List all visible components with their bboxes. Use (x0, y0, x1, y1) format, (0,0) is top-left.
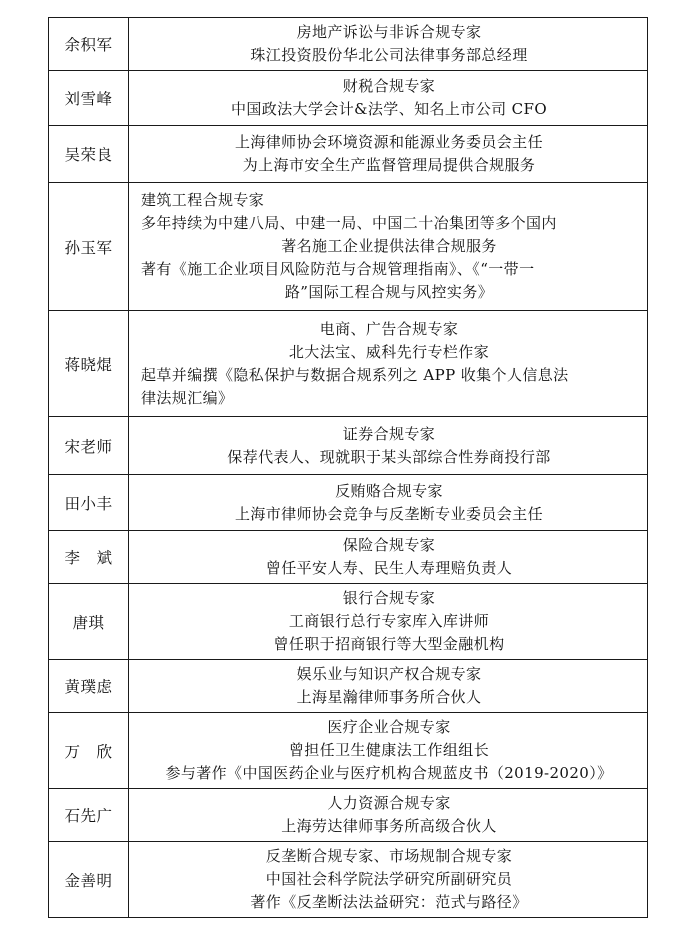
expert-description (129, 475, 648, 531)
description-line: 为上海市安全生产监督管理局提供合规服务 (242, 156, 536, 174)
description-line: 参与著作《中国医药企业与医疗机构合规蓝皮书（2019-2020）》 (165, 764, 613, 782)
expert-name: 万 欣 (49, 713, 129, 789)
expert-name: 宋老师 (49, 417, 129, 475)
expert-name: 余积军 (49, 18, 129, 71)
expert-description (129, 71, 648, 126)
description-line: 上海律师协会环境资源和能源业务委员会主任 (234, 133, 543, 151)
expert-name: 石先广 (49, 789, 129, 842)
table-row (49, 660, 648, 713)
description-line: 房地产诉讼与非诉合规专家 (296, 23, 482, 41)
expert-description (129, 584, 648, 660)
description-line: 反垄断合规专家、市场规制合规专家 (265, 847, 513, 865)
description-line: 多年持续为中建八局、中建一局、中国二十冶集团等多个国内 (141, 214, 557, 232)
description-line: 财税合规专家 (342, 77, 436, 95)
expert-name: 李 斌 (49, 531, 129, 584)
expert-name: 田小丰 (49, 475, 129, 531)
table-row (49, 18, 648, 71)
description-line: 曾任职于招商银行等大型金融机构 (273, 635, 505, 653)
description-line: 起草并编撰《隐私保护与数据合规系列之 APP 收集个人信息法 (141, 365, 569, 384)
description-line: 著有《施工企业项目风险防范与合规管理指南》、《“一带一 (141, 260, 535, 278)
table-row (49, 126, 648, 183)
description-line: 保险合规专家 (342, 536, 436, 554)
table-row (49, 789, 648, 842)
expert-description (129, 842, 648, 918)
description-line: 中国社会科学院法学研究所副研究员 (265, 870, 513, 888)
expert-name: 唐琪 (49, 584, 129, 660)
table-row (49, 713, 648, 789)
description-line: 建筑工程合规专家 (141, 191, 265, 209)
expert-name: 蒋晓焜 (49, 311, 129, 417)
expert-description (129, 311, 648, 417)
description-line: 娱乐业与知识产权合规专家 (296, 665, 482, 683)
experts-table (48, 17, 648, 918)
description-line: 保荐代表人、现就职于某头部综合性券商投行部 (227, 447, 551, 466)
expert-name: 孙玉军 (49, 183, 129, 311)
expert-description (129, 789, 648, 842)
description-line: 曾任平安人寿、民生人寿理赔负责人 (265, 559, 513, 577)
description-line: 珠江投资股份华北公司法律事务部总经理 (250, 46, 528, 64)
table-row (49, 183, 648, 311)
expert-name: 刘雪峰 (49, 71, 129, 126)
expert-description (129, 713, 648, 789)
description-line: 路”国际工程合规与风控实务》 (284, 283, 494, 301)
description-line: 上海星瀚律师事务所合伙人 (296, 688, 482, 706)
description-line: 北大法宝、威科先行专栏作家 (288, 342, 490, 361)
table-row (49, 311, 648, 417)
expert-description (129, 126, 648, 183)
description-line: 律法规汇编》 (141, 388, 234, 407)
description-line: 上海市律师协会竞争与反垄断专业委员会主任 (234, 504, 543, 523)
expert-name: 黄璞虑 (49, 660, 129, 713)
table-row (49, 584, 648, 660)
description-line: 人力资源合规专家 (327, 794, 451, 812)
table-row (49, 842, 648, 918)
table-row (49, 417, 648, 475)
description-line: 证券合规专家 (342, 424, 436, 443)
table-row (49, 531, 648, 584)
expert-name: 吴荣良 (49, 126, 129, 183)
description-line: 工商银行总行专家库入库讲师 (288, 612, 490, 630)
description-line: 曾担任卫生健康法工作组组长 (288, 741, 490, 759)
expert-description (129, 417, 648, 475)
description-line: 反贿赂合规专家 (335, 481, 443, 500)
expert-description (129, 531, 648, 584)
description-line: 电商、广告合规专家 (319, 319, 459, 338)
description-line: 著名施工企业提供法律合规服务 (281, 237, 497, 255)
description-line: 中国政法大学会计&法学、知名上市公司 CFO (230, 100, 548, 118)
table-row (49, 71, 648, 126)
description-line: 著作《反垄断法法益研究：范式与路径》 (250, 893, 528, 911)
expert-description (129, 183, 648, 311)
description-line: 上海劳达律师事务所高级合伙人 (281, 817, 497, 835)
table-row (49, 475, 648, 531)
expert-description (129, 660, 648, 713)
description-line: 医疗企业合规专家 (327, 718, 451, 736)
description-line: 银行合规专家 (342, 589, 436, 607)
expert-name: 金善明 (49, 842, 129, 918)
expert-description (129, 18, 648, 71)
